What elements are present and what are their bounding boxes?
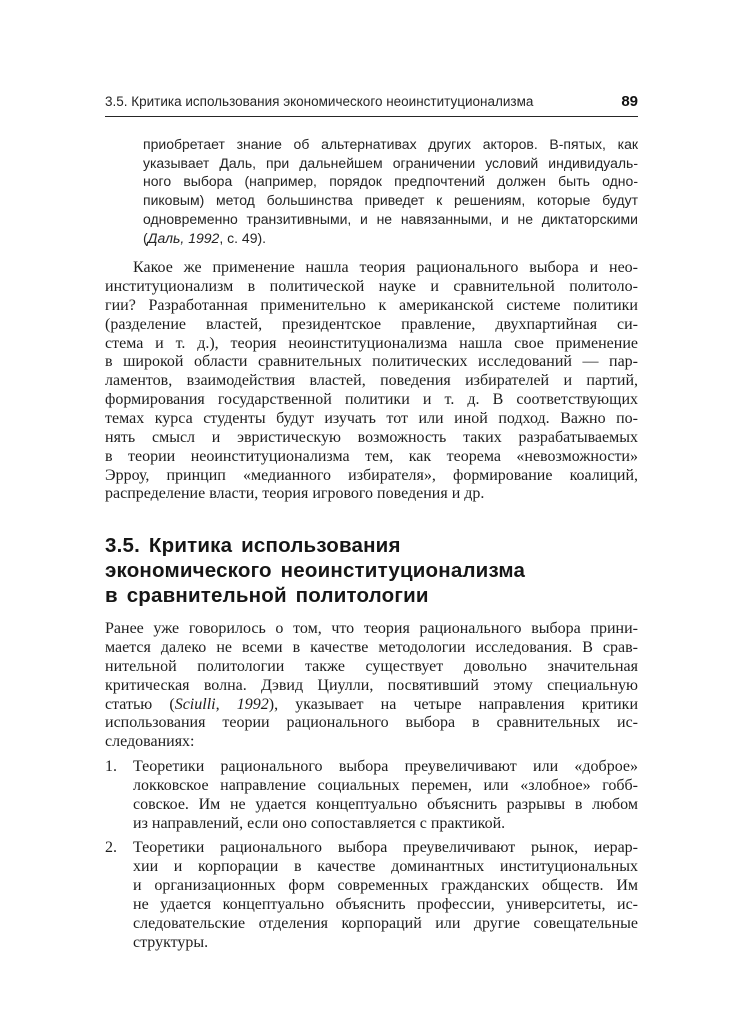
running-header (105, 95, 638, 117)
section-heading: 3.5. Критика использования экономического неоинституционализма в сравнительной политологии (105, 534, 526, 608)
running-header-title: 3.5. Критика использования экономического неоинституционализма (105, 94, 534, 109)
list-item-text: Теоретики рационального выбора преувеличивают или «доброе» локковское направление социальных перемен, или «злобное» гобб- совское. Им не удается концептуально объяснить разрывы в любом из направлений, если оно сопоставляется с практикой. (133, 758, 638, 832)
list-item (105, 839, 638, 952)
criticism-list (105, 758, 638, 952)
page-number: 89 (621, 93, 638, 110)
list-item (105, 758, 638, 833)
list-item-number: 2. (105, 839, 117, 857)
block-quote: приобретает знание об альтернативах других акторов. В-пятых, как указывает Даль, при дальнейшем ограничении условий индивидуаль- ного выбора (например, порядок предпочтений должен быть одно- пиковым) метод большинства приведет к решениям, которые будут одновременно транзитивными, и не навязанными, и не диктаторскими (Даль, 1992, с. 49). (143, 136, 638, 246)
paragraph-theory-application: Какое же применение нашла теория рационального выбора и нео- институционализм в политической науке и сравнительной политоло- гии? Разработанная применительно к американской системе политики (разделение властей, президентское правление, двухпартийная си- стема и т. д.), теория неоинституционализма нашла свое применение в широкой области сравнительных политических исследований — пар- ламентов, взаимодействия властей, поведения избирателей и партий, формирования государственной политики и т. д. В соответствующих темах курса студенты будут изучать тот или иной подход. Важно по- нять смысл и эвристическую возможность таких разрабатываемых в теории неоинституционализма тем, как теорема «невозможности» Эрроу, принцип «медианного избирателя», формирование коалиций, распределение власти, теория игрового поведения и др. (105, 259, 638, 503)
list-item-text: Теоретики рационального выбора преувеличивают рынок, иерар- хии и корпорации в качестве доминантных институциональных и организационных форм современных гражданских обществ. Им не удается концептуально объяснить профессии, университеты, ис- следовательские отделения корпораций или другие совещательные структуры. (133, 839, 638, 951)
paragraph-criticism-intro: Ранее уже говорилось о том, что теория рационального выбора прини- мается далеко не всеми в качестве методологии исследования. В срав- нительной политологии также существует довольно значительная критическая волна. Дэвид Циулли, посвятивший этому специальную статью (Sciulli, 1992), указывает на четыре направления критики использования теории рационального выбора в сравнительных ис- следованиях: (105, 620, 639, 751)
list-item-number: 1. (105, 758, 117, 776)
book-page (105, 95, 638, 953)
